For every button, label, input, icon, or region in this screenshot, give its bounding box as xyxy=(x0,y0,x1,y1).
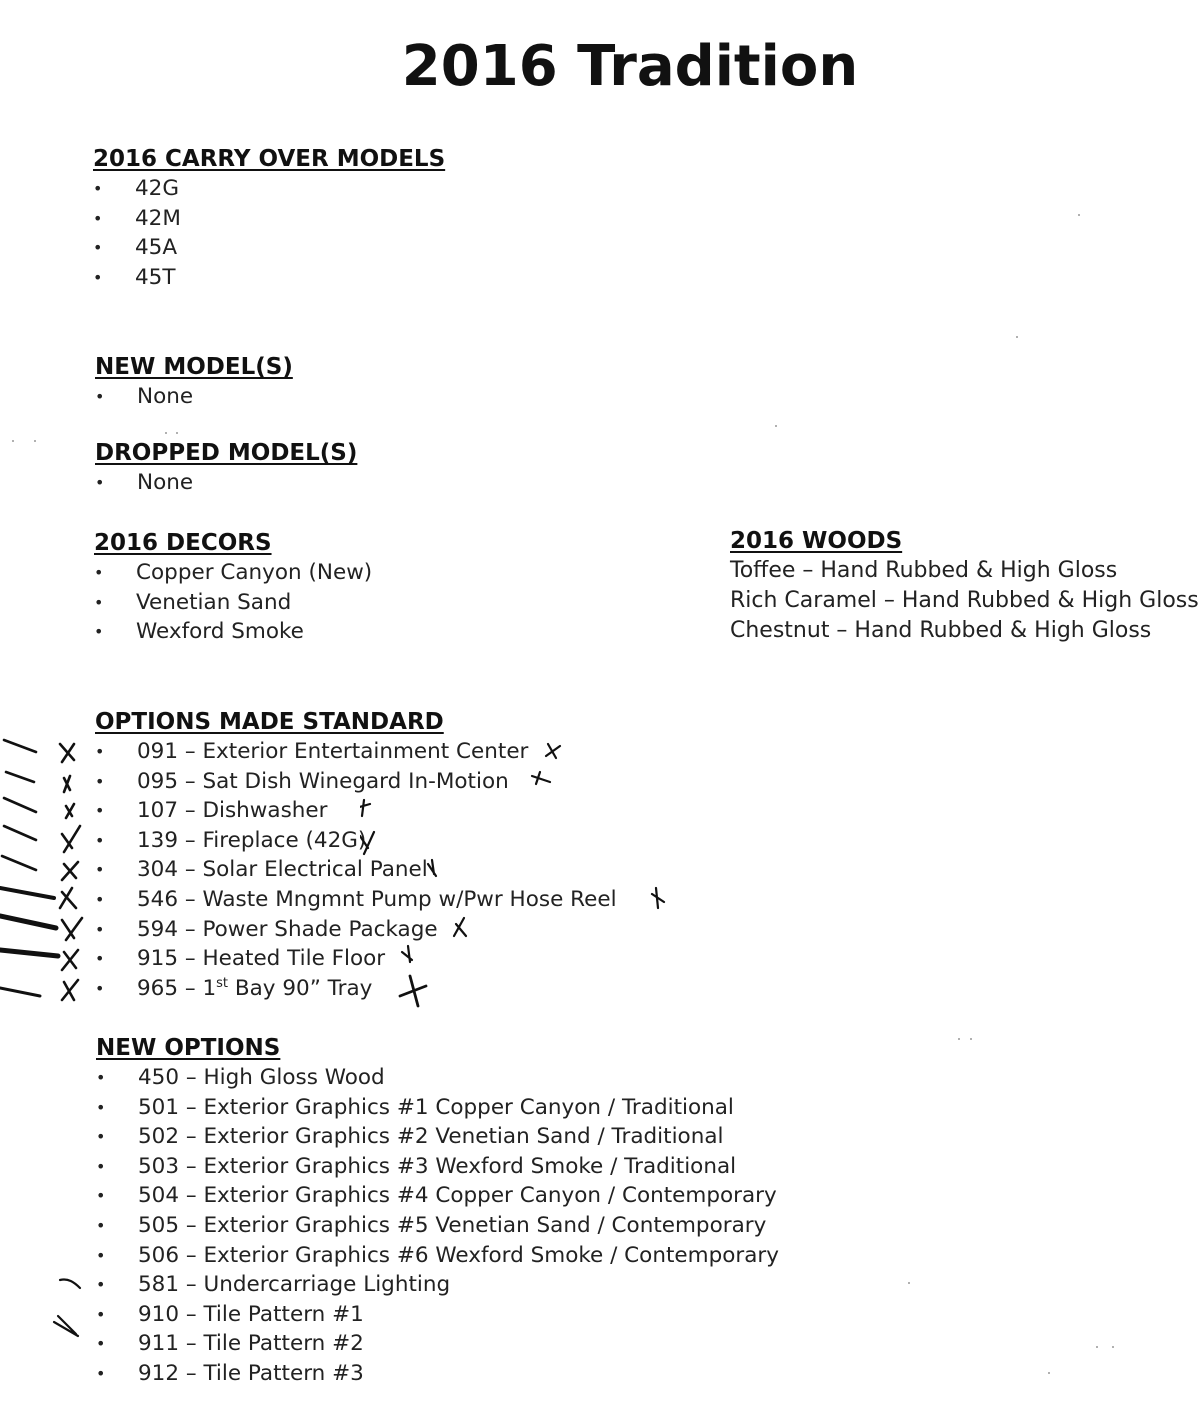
list-item: • 915 – Heated Tile Floor xyxy=(95,944,617,974)
bullet-icon: • xyxy=(95,919,105,939)
bullet-icon: • xyxy=(95,387,105,406)
scan-speck xyxy=(958,1038,960,1040)
bullet-icon: • xyxy=(96,1245,106,1265)
woods-section xyxy=(730,526,1199,646)
decors-list xyxy=(94,558,372,647)
bullet-icon: • xyxy=(93,238,103,258)
bullet-icon: • xyxy=(96,1215,106,1235)
carry-over-section xyxy=(93,144,445,292)
woods-heading: 2016 WOODS xyxy=(730,528,903,554)
list-item: • 139 – Fireplace (42G) xyxy=(95,826,617,856)
new-models-section xyxy=(95,352,293,412)
options-standard-list xyxy=(95,737,617,1003)
list-item: • Venetian Sand xyxy=(94,588,372,618)
list-item: • 911 – Tile Pattern #2 xyxy=(96,1329,779,1359)
bullet-icon: • xyxy=(95,830,105,850)
list-item: • 505 – Exterior Graphics #5 Venetian Sand / Contemporary xyxy=(96,1211,779,1241)
woods-item: Toffee – Hand Rubbed & High Gloss xyxy=(730,558,1118,583)
list-item: • 095 – Sat Dish Winegard In-Motion xyxy=(95,767,617,797)
scan-speck xyxy=(34,440,36,442)
scan-speck xyxy=(165,432,167,434)
new-models-heading: NEW MODEL(S) xyxy=(95,354,293,380)
list-item: • 910 – Tile Pattern #1 xyxy=(96,1300,779,1330)
bullet-icon: • xyxy=(96,1097,106,1117)
bullet-icon: • xyxy=(93,179,103,198)
list-item: • Copper Canyon (New) xyxy=(94,558,372,588)
list-item: • 502 – Exterior Graphics #2 Venetian Sand / Traditional xyxy=(96,1122,779,1152)
list-item: • 504 – Exterior Graphics #4 Copper Canyon / Contemporary xyxy=(96,1181,779,1211)
bullet-icon: • xyxy=(93,208,103,228)
bullet-icon: • xyxy=(96,1363,106,1383)
scan-speck xyxy=(1096,1346,1098,1348)
bullet-icon: • xyxy=(96,1156,106,1176)
bullet-icon: • xyxy=(94,563,104,582)
bullet-icon: • xyxy=(96,1127,106,1147)
list-item: • 581 – Undercarriage Lighting xyxy=(96,1270,779,1300)
bullet-icon: • xyxy=(96,1275,106,1295)
handwritten-dash-marks-icon xyxy=(50,1270,100,1350)
scan-speck xyxy=(908,1282,910,1284)
bullet-icon: • xyxy=(95,978,105,998)
new-options-section xyxy=(96,1033,779,1389)
bullet-icon: • xyxy=(96,1334,106,1354)
list-item: • 450 – High Gloss Wood xyxy=(96,1063,779,1093)
new-options-heading: NEW OPTIONS xyxy=(96,1035,281,1061)
woods-item: Chestnut – Hand Rubbed & High Gloss xyxy=(730,618,1152,643)
carry-over-heading: 2016 CARRY OVER MODELS xyxy=(93,146,446,172)
scan-speck xyxy=(1078,214,1080,216)
list-item: • None xyxy=(95,382,293,412)
bullet-icon: • xyxy=(94,592,104,612)
bullet-icon: • xyxy=(95,889,105,909)
woods-item: Rich Caramel – Hand Rubbed & High Gloss xyxy=(730,588,1199,613)
dropped-models-section xyxy=(95,438,357,498)
list-item: • 546 – Waste Mngmnt Pump w/Pwr Hose Reel xyxy=(95,885,617,915)
bullet-icon: • xyxy=(94,622,104,642)
options-standard-heading: OPTIONS MADE STANDARD xyxy=(95,709,444,735)
scan-speck xyxy=(775,425,777,427)
bullet-icon: • xyxy=(95,742,105,761)
list-item: • 091 – Exterior Entertainment Center xyxy=(95,737,617,767)
bullet-icon: • xyxy=(96,1068,106,1087)
list-item: • 45T xyxy=(93,263,445,293)
dropped-models-heading: DROPPED MODEL(S) xyxy=(95,440,358,466)
scan-speck xyxy=(1112,1346,1114,1348)
bullet-icon: • xyxy=(96,1186,106,1206)
list-item: • 45A xyxy=(93,233,445,263)
list-item: • 965 – 1st Bay 90” Tray xyxy=(95,974,617,1004)
list-item: • Wexford Smoke xyxy=(94,617,372,647)
list-item: • 506 – Exterior Graphics #6 Wexford Smoke / Contemporary xyxy=(96,1241,779,1271)
scan-speck xyxy=(176,432,178,434)
decors-section xyxy=(94,528,372,647)
bullet-icon: • xyxy=(93,267,103,287)
list-item: • 107 – Dishwasher xyxy=(95,796,617,826)
options-standard-section xyxy=(95,707,617,1003)
bullet-icon: • xyxy=(95,801,105,821)
bullet-icon: • xyxy=(95,771,105,791)
carry-over-list xyxy=(93,174,445,292)
list-item: • 501 – Exterior Graphics #1 Copper Canyon / Traditional xyxy=(96,1093,779,1123)
handwritten-margin-marks-icon xyxy=(0,730,100,1010)
bullet-icon: • xyxy=(96,1304,106,1324)
list-item: • 912 – Tile Pattern #3 xyxy=(96,1359,779,1389)
bullet-icon: • xyxy=(95,473,105,492)
list-item: • None xyxy=(95,468,357,498)
list-item: • 594 – Power Shade Package xyxy=(95,915,617,945)
list-item: • 42M xyxy=(93,204,445,234)
new-models-list xyxy=(95,382,293,412)
page-title: 2016 Tradition xyxy=(401,34,859,99)
list-item: • 304 – Solar Electrical Panel xyxy=(95,855,617,885)
bullet-icon: • xyxy=(95,949,105,969)
dropped-models-list xyxy=(95,468,357,498)
scan-speck xyxy=(12,440,14,442)
scan-speck xyxy=(970,1038,972,1040)
scan-speck xyxy=(1048,1372,1050,1374)
list-item: • 42G xyxy=(93,174,445,204)
scan-speck xyxy=(1016,336,1018,338)
list-item: • 503 – Exterior Graphics #3 Wexford Smoke / Traditional xyxy=(96,1152,779,1182)
new-options-list xyxy=(96,1063,779,1389)
decors-heading: 2016 DECORS xyxy=(94,530,272,556)
bullet-icon: • xyxy=(95,860,105,880)
